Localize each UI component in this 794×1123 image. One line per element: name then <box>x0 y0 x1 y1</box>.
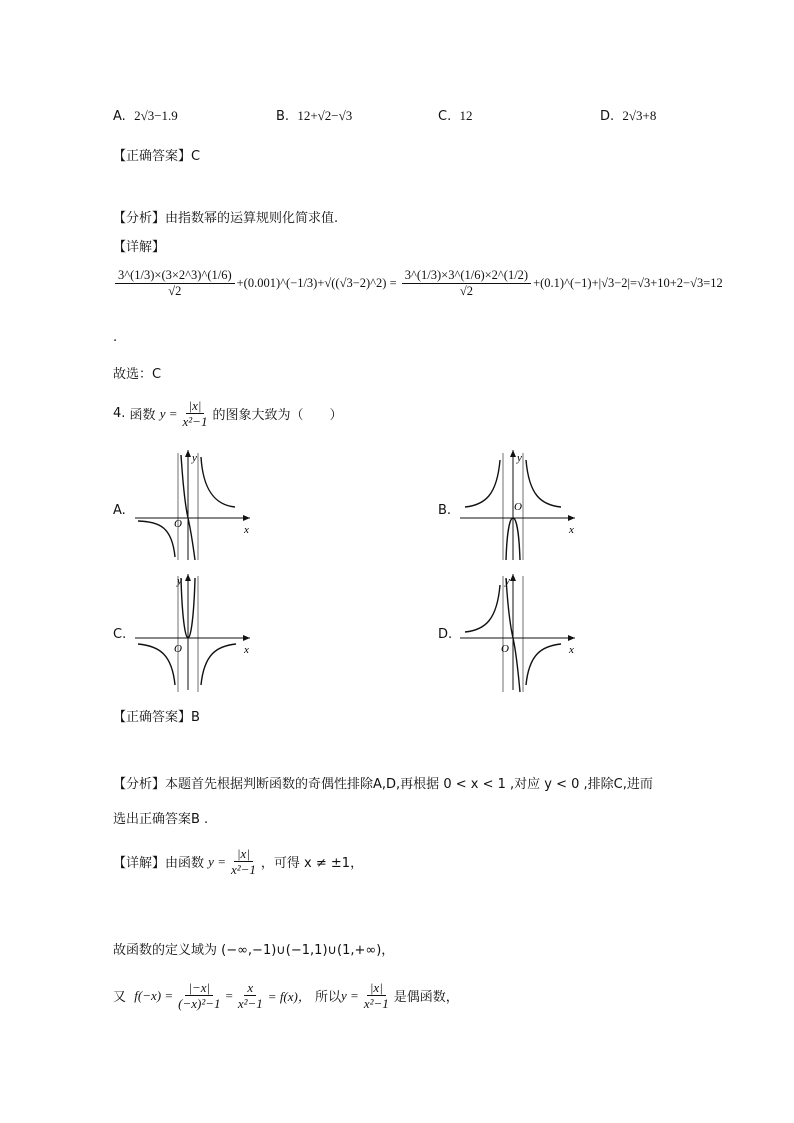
graph-a <box>130 445 255 565</box>
answer-4: 【正确答案】B <box>113 710 200 725</box>
graph-c-x-label: x <box>244 644 249 656</box>
detail-4-fraction: $\frac{|x|}{\text{x²−1}}$ <box>230 846 256 877</box>
analysis-4-line2: 选出正确答案B . <box>113 812 209 827</box>
detail-4: 【详解】 由函数 y = $\frac{|x|}{\text{x²−1}}$ ，可得 x ≠ ±1， <box>113 846 364 877</box>
graph-b-origin: O <box>514 501 522 513</box>
graph-d <box>455 570 580 695</box>
parity-frac-1: $\frac{|-x|}{\text{(−x)²−1}}$ <box>178 980 221 1011</box>
graph-a-y-label: y <box>192 452 197 464</box>
choose-prev: 故选：C <box>113 367 162 382</box>
graph-b-y-label: y <box>517 452 522 464</box>
calc-term3: +√((√3−2)^2) <box>317 276 387 290</box>
parity-frac-2: $\frac{x}{\text{x²−1}}$ <box>237 980 263 1011</box>
domain-line: 故函数的定义域为 (−∞,−1)∪(−1,1)∪(1,+∞)， <box>113 943 395 958</box>
graph-a-x-label: x <box>244 524 249 536</box>
graph-c-origin: O <box>174 643 182 655</box>
graph-d-x-label: x <box>569 644 574 656</box>
graph-b-x-label: x <box>569 524 574 536</box>
parity-line: 又 f(−x) = $\frac{|-x|}{\text{(−x)²−1}}$ = $\frac{x}{\text{x²−1}}$ = f(x)， 所以 y = $\frac{|x|}{\text{x²−1}}$ 是偶函数， <box>113 980 459 1011</box>
analysis-4-line1: 【分析】本题首先根据判断函数的奇偶性排除A,D,再根据 0 < x < 1 ,对应 y < 0 ,排除C,进而 <box>113 777 653 792</box>
calc-mid-fraction: $\frac{3\^{}(1/3)\times 3\^{}(1/6)\times 2\^{}(1/2)}{√2}$ <box>402 268 531 299</box>
graph-label-a: A. <box>113 503 126 518</box>
graph-c-y-label: y <box>177 575 182 587</box>
calc-dot: . <box>113 330 118 345</box>
calc-left-fraction: $\frac{3\^{}(1/3)\times(3\times 2\^{}3)\^{}(1/6)}{√2}$ <box>115 268 235 299</box>
graph-d-y-label: y <box>505 575 510 587</box>
calc-expression: $\frac{3\^{}(1/3)\times(3\times 2\^{}3)\^{}(1/6)}{√2}$ +(0.001)^(−1/3) +√((√3−2)^2) = $\frac{3\^{}(1/3)\times 3\^{}(1/6)\times 2\^{}(1/2)}{√2}$ +(0.1)^(−1)+|√3−2|=√3+10+2−√3=12 <box>113 268 723 299</box>
graph-c <box>130 570 255 695</box>
option-b: B. 12+√2−√3 <box>276 108 353 124</box>
analysis-prev: 【分析】由指数幂的运算规则化简求值. <box>113 211 339 226</box>
graph-label-b: B. <box>438 503 452 518</box>
parity-frac-3: $\frac{|x|}{\text{x²−1}}$ <box>363 980 389 1011</box>
graph-label-d: D. <box>438 627 453 642</box>
q4-func-fraction: $\frac{|x|}{\text{x²−1}}$ <box>182 398 208 429</box>
graph-a-origin: O <box>174 518 182 530</box>
calc-tail: +(0.1)^(−1)+|√3−2|=√3+10+2−√3=12 <box>533 276 723 290</box>
graph-label-c: C. <box>113 627 127 642</box>
question-4-stem: 4. 函数 y = $\frac{|x|}{\text{x²−1}}$ 的图象大致为（ ） <box>113 398 343 429</box>
answer-prev: 【正确答案】C <box>113 149 201 164</box>
option-c: C. 12 <box>438 108 473 124</box>
calc-term2: +(0.001)^(−1/3) <box>236 276 318 290</box>
option-a: A. 2√3−1.9 <box>113 108 178 124</box>
option-d: D. 2√3+8 <box>600 108 657 124</box>
graph-d-origin: O <box>501 643 509 655</box>
graph-b <box>455 445 580 565</box>
detail-prev-label: 【详解】 <box>113 240 166 255</box>
